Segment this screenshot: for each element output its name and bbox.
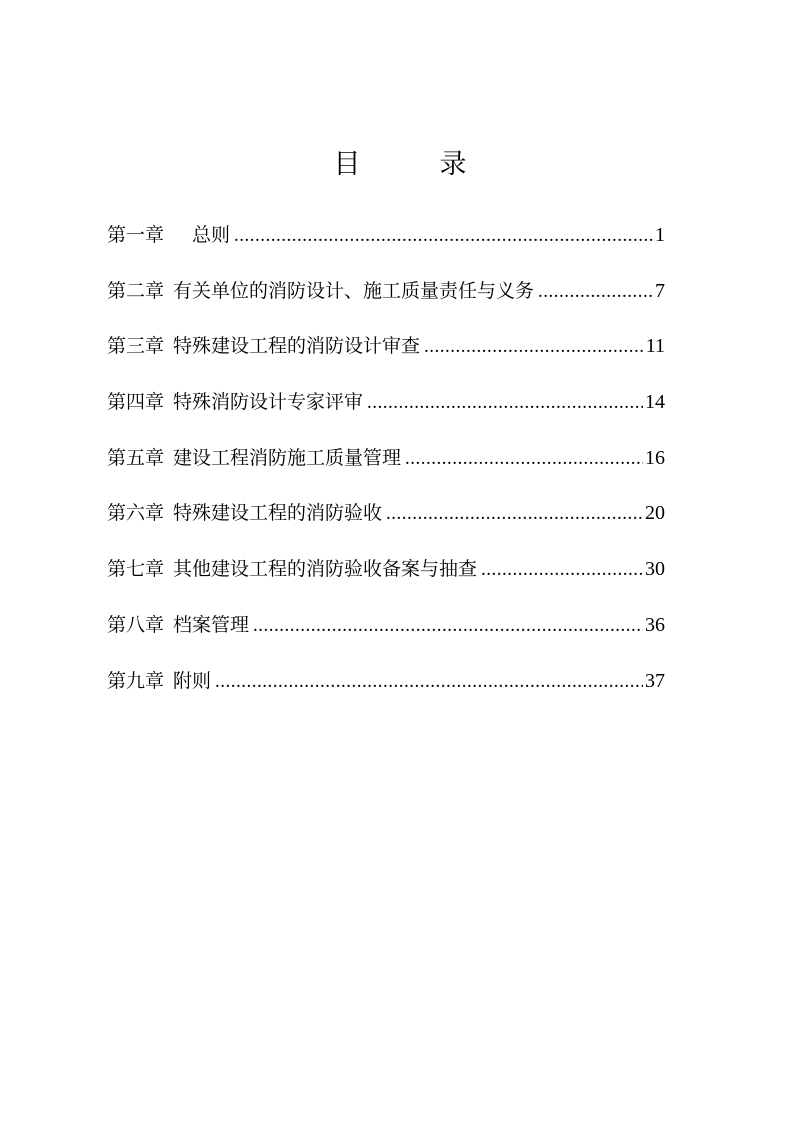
chapter-title: 建设工程消防施工质量管理 [173, 446, 402, 469]
chapter-title: 附则 [173, 669, 212, 692]
chapter-label: 第八章 [107, 613, 165, 636]
chapter-title: 特殊建设工程的消防设计审查 [173, 335, 421, 358]
dot-leader [234, 225, 653, 247]
dot-leader [405, 448, 643, 470]
dot-leader [538, 281, 653, 303]
page-number: 16 [645, 446, 665, 469]
chapter-label: 第七章 [107, 558, 165, 581]
page-number: 30 [645, 558, 665, 581]
chapter-title: 其他建设工程的消防验收备案与抽查 [173, 558, 478, 581]
page-number: 14 [645, 391, 665, 414]
table-of-contents [107, 220, 665, 721]
chapter-label: 第一章 [107, 224, 165, 246]
page-number: 11 [645, 335, 665, 358]
dot-leader [386, 503, 643, 525]
chapter-title: 特殊建设工程的消防验收 [173, 502, 383, 525]
toc-entry[interactable] [107, 610, 665, 666]
chapter-title: 有关单位的消防设计、施工质量责任与义务 [173, 279, 535, 302]
toc-entry[interactable] [107, 554, 665, 610]
chapter-label: 第四章 [107, 391, 165, 414]
chapter-label: 第五章 [107, 446, 165, 469]
toc-entry[interactable] [107, 331, 665, 387]
toc-entry[interactable] [107, 666, 665, 722]
page-number: 7 [655, 279, 665, 302]
chapter-title: 特殊消防设计专家评审 [173, 391, 364, 414]
page-number: 1 [655, 224, 665, 246]
chapter-label: 第二章 [107, 279, 165, 302]
dot-leader [253, 615, 643, 637]
chapter-title: 档案管理 [173, 613, 250, 636]
chapter-label: 第九章 [107, 669, 165, 692]
dot-leader [215, 671, 643, 693]
chapter-label: 第六章 [107, 502, 165, 525]
toc-entry[interactable] [107, 387, 665, 443]
toc-entry[interactable] [107, 276, 665, 332]
dot-leader [424, 336, 644, 358]
page-title: 目 录 [333, 149, 493, 180]
chapter-title: 总则 [192, 224, 231, 246]
chapter-label: 第三章 [107, 335, 165, 358]
toc-entry[interactable] [107, 498, 665, 554]
page-number: 36 [645, 613, 665, 636]
dot-leader [367, 392, 643, 414]
dot-leader [481, 559, 643, 581]
page-number: 20 [645, 502, 665, 525]
page-number: 37 [645, 669, 665, 692]
toc-entry[interactable] [107, 443, 665, 499]
toc-entry[interactable] [107, 220, 665, 276]
